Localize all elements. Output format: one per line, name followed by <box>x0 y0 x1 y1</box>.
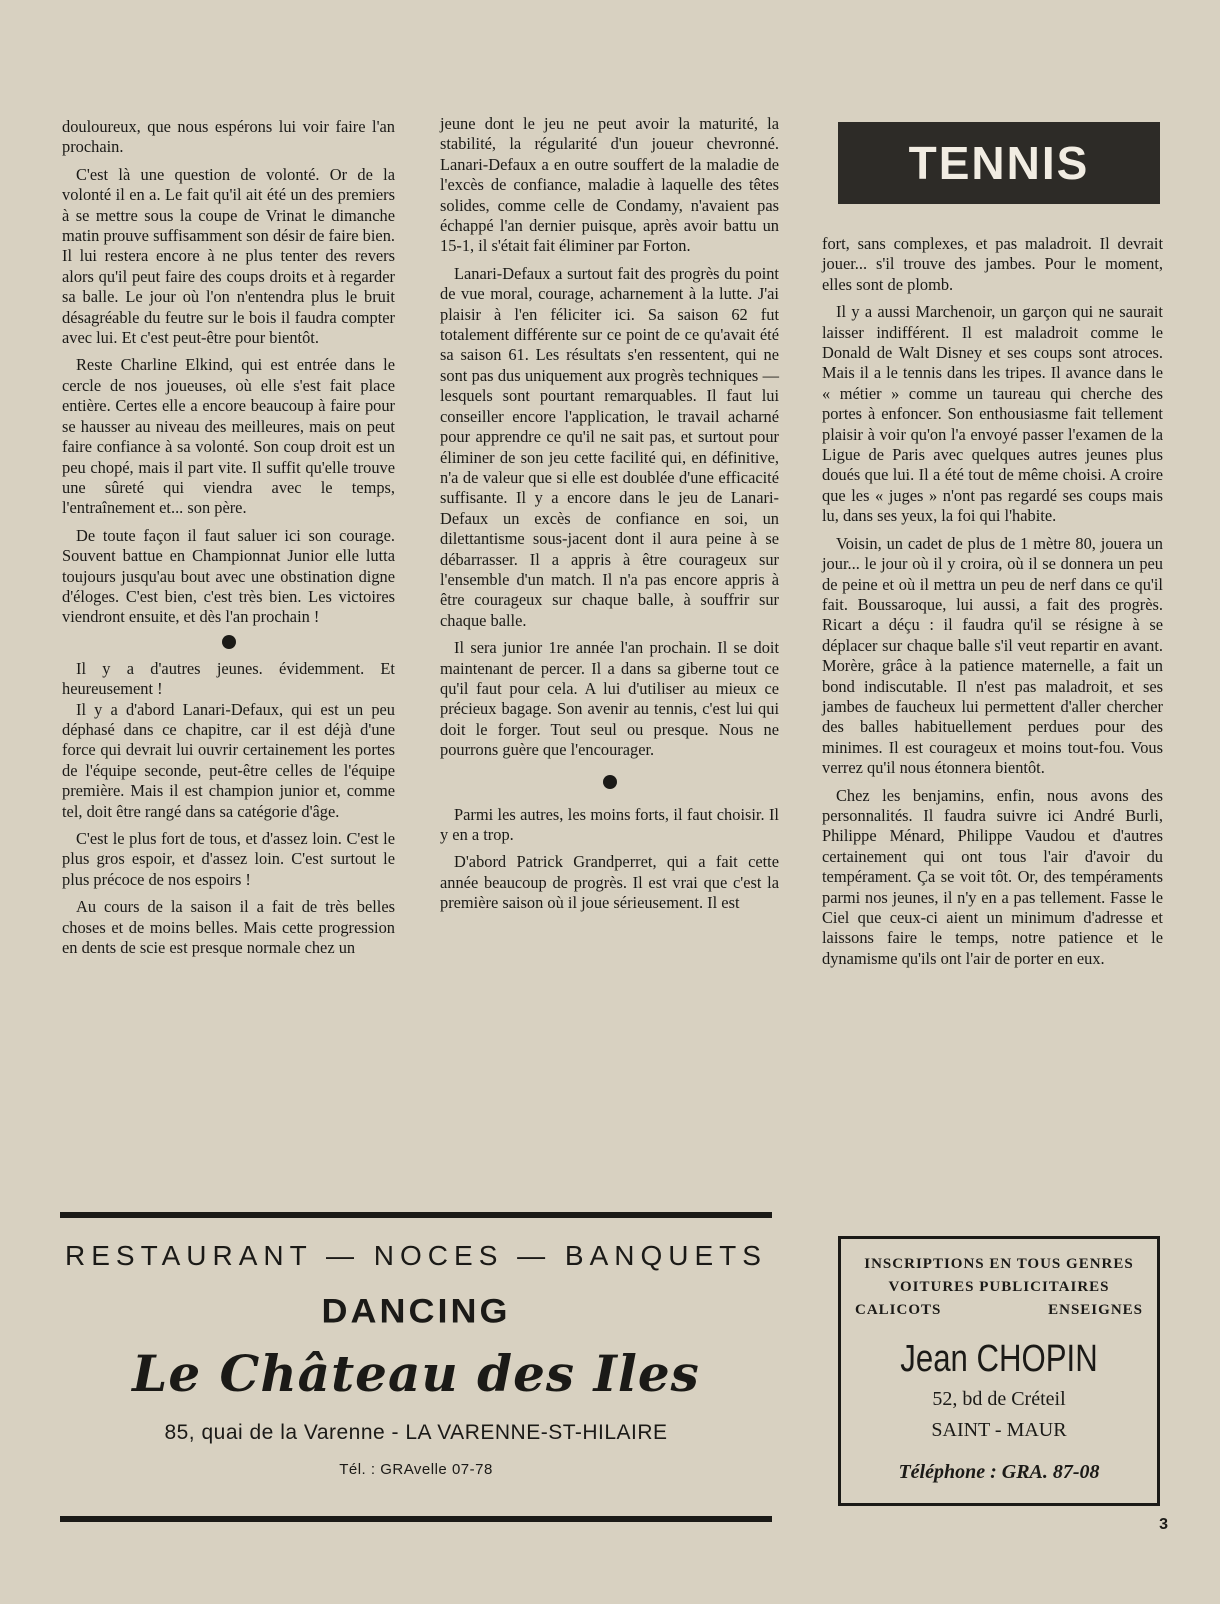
article-column-1 <box>62 117 395 965</box>
chopin-advertisement <box>838 1236 1160 1506</box>
paragraph: D'abord Patrick Grandperret, qui a fait cette année beaucoup de progrès. Il est vrai que c'est la première saison où il joue sérieusement. Il est <box>440 852 779 913</box>
paragraph: Il y a aussi Marchenoir, un garçon qui ne saurait laisser indifférent. Il est maladroit comme le Donald de Walt Disney et ses coups sont atroces. Mais il a le tennis dans les tripes. Il avance dans le « métier » comme un taureau qui cherche des portes à enfoncer. Son enthousiasme fait tellement plaisir à voir qu'on l'a envoyé passer l'examen de la Ligue de Paris avec quelques autres jeunes plus doués que lui. Il a été tout de même choisi. A croire que les « juges » n'ont pas regardé ses coups mais lu, dans ses yeux, la foi qui l'habite. <box>822 302 1163 526</box>
paragraph: Il y a d'abord Lanari-Defaux, qui est un peu déphasé dans ce chapitre, car il est déjà d'une force qui devrait lui ouvrir certainement les portes de l'équipe seconde, peut-être celles de l'équipe première. Mais il est champion junior et, comme tel, doit être rangé dans sa catégorie d'âge. <box>62 699 395 821</box>
section-separator-dot <box>603 775 617 789</box>
paragraph: Chez les benjamins, enfin, nous avons des personnalités. Il faudra suivre ici André Burli, Philippe Ménard, Philippe Vaudou et d'autres certainement qui ont tous l'air d'avoir du tempérament. Ça se voit tôt. Or, des tempéraments parmi nos jeunes, il n'y en a pas tellement. Fasse le Ciel que ceux-ci aient un minimum d'adresse et laissons faire le temps, notre patience et le dynamisme qu'ils ont l'air de porter en eux. <box>822 785 1163 968</box>
paragraph: douloureux, que nous espérons lui voir faire l'an prochain. <box>62 117 395 157</box>
ad-phone: Téléphone : GRA. 87-08 <box>898 1461 1100 1483</box>
restaurant-advertisement <box>60 1212 772 1522</box>
ad-line-row <box>841 1299 1157 1322</box>
ad-calicots: CALICOTS <box>855 1302 942 1318</box>
article-column-3 <box>822 234 1163 976</box>
paragraph: fort, sans complexes, et pas maladroit. Il devrait jouer... s'il trouve des jambes. Pour le moment, elles sont de plomb. <box>822 234 1163 294</box>
paragraph: Il y a d'autres jeunes. évidemment. Et heureusement ! <box>62 658 395 699</box>
paragraph: Parmi les autres, les moins forts, il faut choisir. Il y en a trop. <box>440 804 779 844</box>
paragraph: Au cours de la saison il a fait de très belles choses et de moins belles. Mais cette progression en dents de scie est presque normale chez un <box>62 897 395 958</box>
paragraph: C'est là une question de volonté. Or de la volonté il en a. Le fait qu'il ait été un des premiers à se mettre sous la coupe de Vrinat le dimanche matin prouve suffisamment son désir de faire bien. Il lui restera encore à ne plus tenter des revers alors qu'il peut faire des coups droits et à regarder sa balle. Le jour où l'on n'entendra plus le bruit désagréable du feutre sur le bois il faudra compter avec lui. Et c'est peut-être pour bientôt. <box>62 164 395 348</box>
ad-dancing: DANCING <box>321 1291 511 1330</box>
ad-phone: Tél. : GRAvelle 07-78 <box>339 1461 493 1478</box>
paragraph: Lanari-Defaux a surtout fait des progrès du point de vue moral, courage, acharnement à la lutte. J'ai plaisir à l'en féliciter ici. Sa saison 62 fut totalement différente sur ce point de ce qu'avait été sa saison 61. Les résultats s'en ressentent, qui ne sont pas dus uniquement aux progrès techniques — lesquels sont pourtant remarquables. Il faut lui conseiller encore l'application, le travail acharné pour apprendre ce qu'il ne sait pas, et surtout pour éliminer de son jeu cette facilité qui, en définitive, n'a de valeur que si elle est doublée d'une efficacité suffisante. Il y a encore dans le jeu de Lanari-Defaux un excès de confiance en soi, un dilettantisme sous-jacent dont il aura peine à se débarrasser. Il a appris à être courageux sur l'ensemble d'un match. Il n'a pas encore appris à être courageux sur chaque balle, à souffrir sur chaque balle. <box>440 263 779 630</box>
paragraph: jeune dont le jeu ne peut avoir la maturité, la stabilité, la régularité d'un joueur chevronné. Lanari-Defaux a en outre souffert de la maladie de l'excès de confiance, maladie à laquelle des têtes solides, comme celle de Condamy, n'avaient pas échappé l'an dernier puisque, après avoir battu un 15-1, il s'était fait éliminer par Forton. <box>440 114 779 256</box>
ad-line: VOITURES PUBLICITAIRES <box>888 1279 1110 1295</box>
ad-venue-name: Le Château des Iles <box>132 1344 700 1403</box>
paragraph: Reste Charline Elkind, qui est entrée dans le cercle de nos joueuses, où elle s'est fait place entière. Certes elle a encore beaucoup à faire pour se hausser au niveau des meilleures, mais on peut faire confiance à sa volonté. Son coup droit est un peu chopé, mais il part vite. Il suffit qu'elle trouve une sûreté qui viendra avec le temps, l'entraînement et... son père. <box>62 355 395 518</box>
section-separator-dot <box>222 635 236 649</box>
article-column-2 <box>440 114 779 921</box>
paragraph: Voisin, un cadet de plus de 1 mètre 80, jouera un jour... le jour où il y croira, où il se donnera un peu de peine et où il mettra un peu de nerf dans ce qu'il fait. Boussaroque, lui aussi, a fait des progrès. Ricart a déçu : il faudra qu'il se résigne à se déplacer sur chaque balle s'il veut repartir en avant. Morère, grâce à la patience maternelle, a fait un bond indiscutable. Il n'est pas maladroit, et ses jambes de faucheux lui permettent d'aller chercher des balles habituellement perdues pour des minimes. Il est courageux et moins tout-fou. Vous verrez qu'il nous étonnera bientôt. <box>822 533 1163 778</box>
ad-business-name: Jean CHOPIN <box>900 1338 1098 1380</box>
page-number: 3 <box>1159 1516 1168 1533</box>
ad-address-city: SAINT - MAUR <box>931 1419 1067 1441</box>
section-title: TENNIS <box>838 122 1160 204</box>
ad-address: 85, quai de la Varenne - LA VARENNE-ST-HILAIRE <box>164 1421 668 1444</box>
paragraph: C'est le plus fort de tous, et d'assez loin. C'est le plus gros espoir, et d'assez loin. C'est surtout le plus précoce de nos espoirs ! <box>62 829 395 889</box>
ad-enseignes: ENSEIGNES <box>1048 1302 1143 1318</box>
ad-line: INSCRIPTIONS EN TOUS GENRES <box>864 1256 1134 1272</box>
ad-headline: RESTAURANT — NOCES — BANQUETS <box>65 1240 767 1271</box>
paragraph: De toute façon il faut saluer ici son courage. Souvent battue en Championnat Junior elle lutta toujours jusqu'au bout avec une obstination digne d'éloges. C'est bien, c'est très bien. Les victoires viendront ensuite, et dès l'an prochain ! <box>62 525 395 627</box>
paragraph: Il sera junior 1re année l'an prochain. Il se doit maintenant de percer. Il a dans sa giberne tout ce qu'il faut pour cela. A lui d'utiliser au mieux ce précieux bagage. Son avenir au tennis, c'est lui qui doit le forger. Tout seul ou presque. Nous ne pourrons guère que l'encourager. <box>440 638 779 760</box>
ad-address-line: 52, bd de Créteil <box>932 1388 1066 1410</box>
